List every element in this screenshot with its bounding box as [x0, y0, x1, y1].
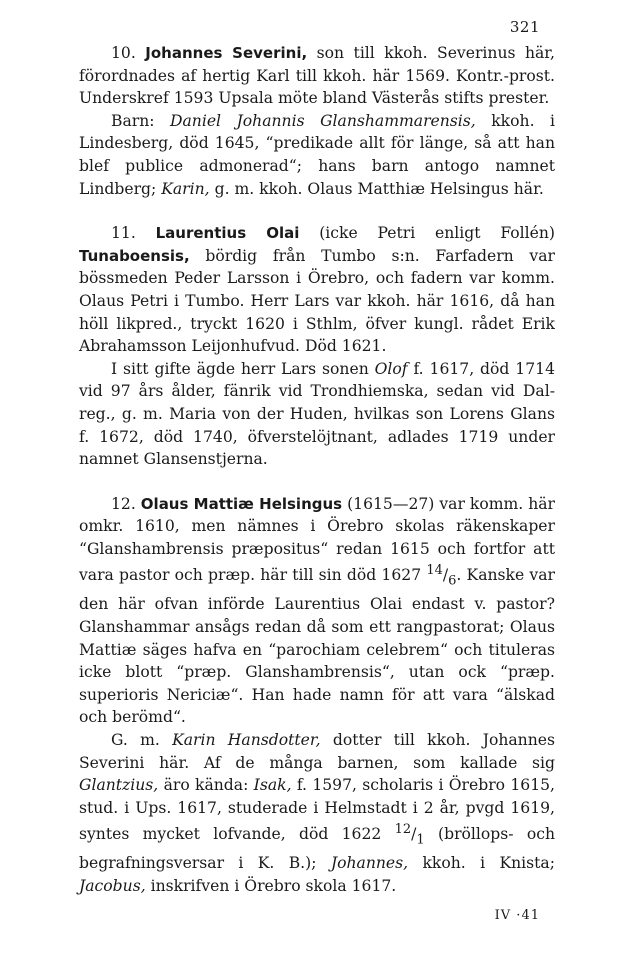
entry-11-paragraph-2	[79, 358, 555, 471]
entry-11-paragraph-1	[79, 222, 555, 358]
entry-10-paragraph-1	[79, 42, 555, 110]
entry-italic: Johannes,	[330, 854, 409, 873]
entry-italic: Daniel Johannis Glanshammarensis,	[170, 111, 476, 130]
entry-text: kkoh. i Lindesberg, död 1645, “predikade allt för länge, så att han blef publice admonerad“; hans barn antogo namnet Lindberg;	[79, 111, 555, 198]
entry-text: . Kanske var den här ofvan införde Laurentius Olai endast v. pastor? Glanshammar ansågs redan då som ett rangpastorat; Olaus Mattiæ säges hafva en “parochiam celebrem“ och tituleras icke blott “præp. Glanshambrensis“, utan ock “præp. superioris Nericiæ“. Han hade namn för att vara “älskad och berömd“.	[79, 566, 555, 727]
entry-12-paragraph-2: G. m. Karin Hansdotter, dotter till kkoh. Johannes Severini här. Af de många barnen, som kallade sig Glantzius, äro kända: Isak, f. 1597, scholaris i Örebro 1615, stud. i Ups. 1617, studerade i Helmstadt i 2 år, pvgd 1619, syntes mycket lofvande, död 1622 $^{12}/_1$ (bröllops- och begrafningsversar i K. B.); Johannes, kkoh. i Knista; Jacobus, inskrifven i Örebro skola 1617.	[79, 730, 555, 895]
entry-text: äro kända:	[158, 776, 254, 795]
entry-text: Barn:	[111, 111, 170, 130]
entry-number: 11.	[111, 224, 136, 243]
text-body	[79, 42, 555, 897]
entry-text: kkoh. i Knista;	[408, 854, 555, 873]
entry-name: Laurentius Olai	[155, 224, 300, 243]
entry-italic: Jacobus,	[79, 876, 146, 895]
entry-12-paragraph-1: 12. Olaus Mattiæ Helsingus (1615—27) var komm. här omkr. 1610, men nämnes i Örebro skolas räkenskaper “Glanshambrensis præpositus“ redan 1615 och fortfor att vara pastor och præp. här till sin död 1627 $^{14}/_6$. Kanske var den här ofvan införde Laurentius Olai endast v. pastor? Glanshammar ansågs redan då som ett rangpastorat; Olaus Mattiæ säges hafva en “parochiam celebrem“ och tituleras icke blott “præp. Glanshambrensis“, utan ock “præp. superioris Nericiæ“. Han hade namn för att vara “älskad och berömd“.	[79, 494, 556, 727]
date-day: 14	[426, 563, 443, 579]
signature-mark: IV ·41	[494, 908, 540, 923]
date-month: 1	[416, 832, 425, 848]
entry-text: (1615—27) var komm. här omkr. 1610, men nämnes i Örebro skolas räkenskaper “Glanshambrensis præpositus“ redan 1615 och fortfor att vara pastor och præp. här till sin död 1627	[79, 494, 556, 585]
date-month: 6	[448, 573, 457, 589]
entry-text: G. m.	[111, 730, 173, 749]
entry-text: I sitt gifte ägde herr Lars sonen	[111, 359, 375, 378]
date-day: 12	[394, 822, 412, 838]
entry-italic: Isak,	[253, 776, 292, 795]
page-number: 321	[509, 18, 540, 36]
entry-number: 12.	[111, 494, 136, 513]
entry-text: f. 1597, scholaris i Örebro 1615, stud. i Ups. 1617, studerade i Helmstadt i 2 år, pvgd 1619, syntes mycket lofvande, död 1622	[79, 776, 555, 844]
entry-text: inskrifven i Örebro skola 1617.	[145, 876, 397, 895]
entry-text: (icke Petri enligt Follén)	[299, 224, 556, 243]
entry-number: 10.	[111, 44, 136, 62]
entry-name: Johannes Severini,	[145, 44, 308, 62]
entry-10-paragraph-2	[79, 110, 555, 200]
entry-italic: Glantzius,	[79, 776, 159, 795]
entry-name-suffix: Tunaboensis,	[79, 246, 190, 265]
entry-italic: Karin,	[161, 179, 210, 198]
entry-italic: Karin Hansdotter,	[172, 730, 321, 749]
entry-text: (bröllops- och begrafningsversar i K. B.);	[79, 825, 555, 873]
entry-text: dotter till kkoh. Johannes Severini här. Af de många barnen, som kallade sig	[79, 730, 555, 772]
entry-text: f. 1617, död 1714 vid 97 års ålder, fänrik vid Trondhiemska, sedan vid Dal-reg., g. m. Maria von der Huden, hvilkas son Lorens Glans f. 1672, död 1740, öfverstelöjtnant, adlades 1719 under namnet Glansenstjerna.	[79, 359, 555, 469]
entry-name: Olaus Mattiæ Helsingus	[140, 494, 343, 513]
entry-text: bördig från Tumbo s:n. Farfadern var bössmeden Peder Larsson i Örebro, och fadern var komm. Olaus Petri i Tumbo. Herr Lars var kkoh. här 1616, då han höll likpred., tryckt 1620 i Sthlm, öfver kungl. rådet Erik Abrahamsson Leijonhufvud. Död 1621.	[79, 246, 555, 356]
entry-italic: Olof	[374, 359, 408, 378]
entry-text: g. m. kkoh. Olaus Matthiæ Helsingus här.	[209, 179, 544, 198]
entry-text: son till kkoh. Severinus här, förordnades af hertig Karl till kkoh. här 1569. Kontr.-prost. Underskref 1593 Upsala möte bland Västerås stifts prester.	[79, 44, 555, 108]
